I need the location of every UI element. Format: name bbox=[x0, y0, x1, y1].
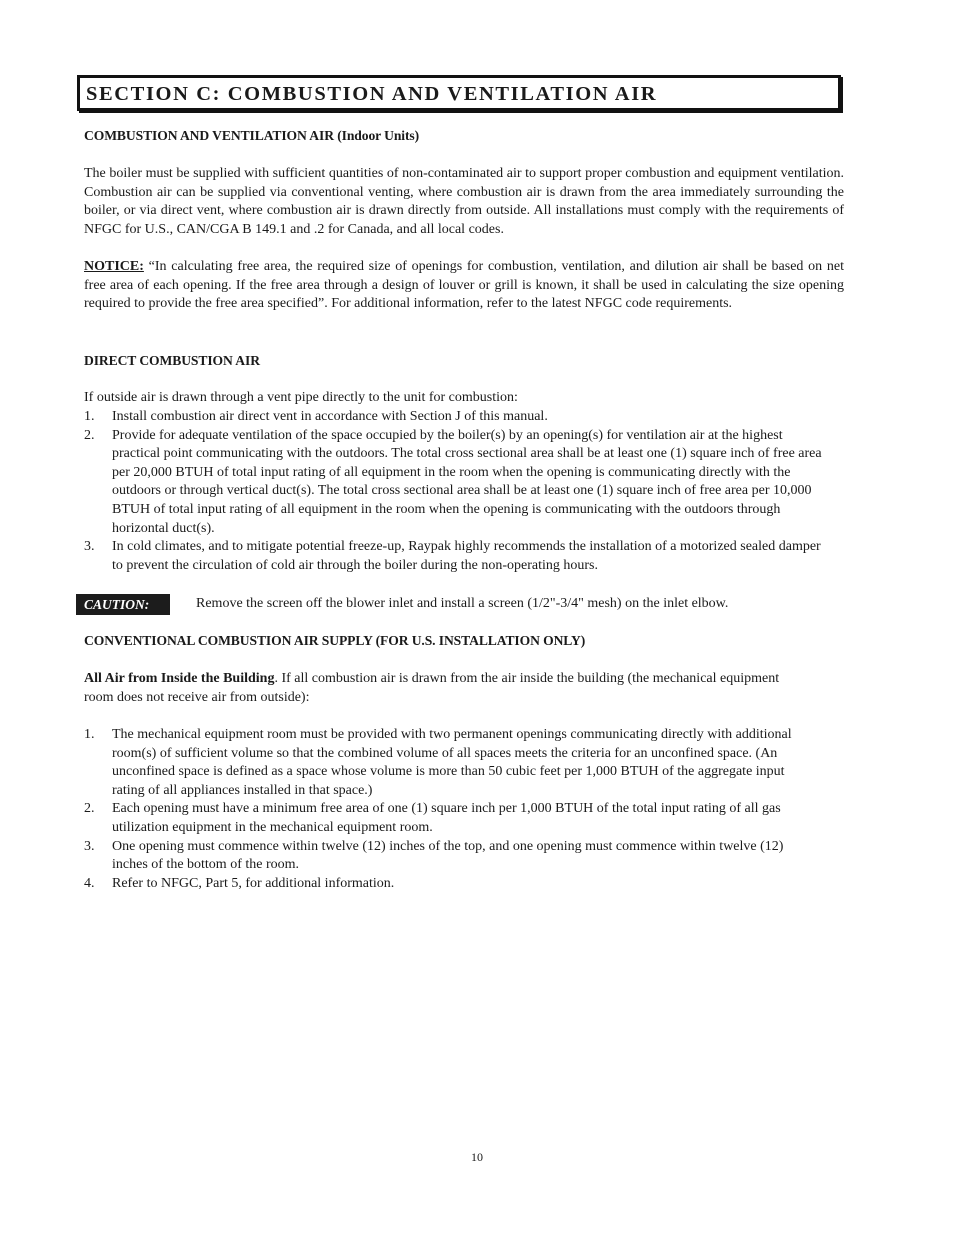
list-item-number: 2. bbox=[84, 801, 95, 817]
list-item-number: 2. bbox=[84, 427, 95, 443]
list-item-number: 4. bbox=[84, 875, 95, 891]
list-item bbox=[84, 538, 828, 575]
list-item-number: 1. bbox=[84, 409, 95, 424]
list-item bbox=[84, 875, 808, 894]
notice-paragraph bbox=[84, 258, 844, 314]
direct-intro: If outside air is drawn through a vent pipe directly to the unit for combustion: bbox=[84, 390, 518, 405]
direct-list bbox=[84, 408, 828, 575]
list-item bbox=[84, 726, 808, 800]
conventional-heading: CONVENTIONAL COMBUSTION AIR SUPPLY (FOR U.S. INSTALLATION ONLY) bbox=[84, 633, 586, 648]
list-item-text: One opening must commence within twelve (12) inches of the top, and one opening must commence within twelve (12) inches of the bottom of the room. bbox=[112, 838, 784, 873]
list-item bbox=[84, 838, 808, 875]
list-item-number: 1. bbox=[84, 727, 95, 742]
list-item-text: Refer to NFGC, Part 5, for additional information. bbox=[112, 875, 395, 891]
caution-text: Remove the screen off the blower inlet and install a screen (1/2"-3/4" mesh) on the inlet elbow. bbox=[196, 596, 729, 611]
page-number: 10 bbox=[471, 1150, 483, 1164]
notice-text: “In calculating free area, the required size of openings for combustion, ventilation, and dilution air shall be based on net free area of each opening. If the free area through a design of louver or grill is known, it shall be used in calculating the size opening required to provide the free area specified”. For additional information, refer to the latest NFGC code requirements. bbox=[84, 259, 844, 312]
list-item-text: The mechanical equipment room must be provided with two permanent openings communicating directly with additional room(s) of sufficient volume so that the combined volume of all spaces meets the criteria for an unconfined space. (An unconfined space is defined as a space whose volume is more than 50 cubic feet per 1,000 BTUH of the aggregate input rating of all appliances installed in that space.) bbox=[112, 727, 792, 798]
indoor-paragraph: The boiler must be supplied with sufficient quantities of non-contaminated air to support proper combustion and equipment ventilation. Combustion air can be supplied via conventional venting, where combustion air is drawn from the area immediately surrounding the boiler, or via direct vent, where combustion air is drawn directly from outside. All installations must comply with the requirements of NFGC for U.S., CAN/CGA B 149.1 and .2 for Canada, and all local codes. bbox=[84, 166, 844, 237]
list-item-text: Provide for adequate ventilation of the space occupied by the boiler(s) by an opening(s) for ventilation air at the highest practical point communicating with the outdoors. The total cross sectional area shall be at least one (1) square inch of free area per 20,000 BTUH of total input rating of all equipment in the room when the opening is communicating directly with the outdoors or through vertical duct(s). The total cross sectional area shall be at least one (1) square inch of free area per 10,000 BTUH of total input rating of all equipment in the room when the opening is communicating with the outdoors through horizontal duct(s). bbox=[112, 427, 822, 536]
indoor-heading: COMBUSTION AND VENTILATION AIR (Indoor Units) bbox=[84, 128, 420, 143]
conventional-list bbox=[84, 726, 808, 893]
conventional-lead-text: . If all combustion air is drawn from the air inside the building (the mechanical equipment room does not receive air from outside): bbox=[84, 671, 780, 705]
list-item-text: In cold climates, and to mitigate potential freeze-up, Raypak highly recommends the installation of a motorized sealed damper to prevent the circulation of cold air through the boiler during the non-operating hours. bbox=[112, 539, 821, 573]
list-item-number: 3. bbox=[84, 838, 95, 854]
list-item-text: Each opening must have a minimum free area of one (1) square inch per 1,000 BTUH of the total input rating of all gas utilization equipment in the mechanical equipment room. bbox=[112, 801, 781, 835]
list-item bbox=[84, 427, 828, 539]
list-item bbox=[84, 408, 828, 427]
conventional-lead-bold: All Air from Inside the Building bbox=[84, 671, 275, 686]
list-item-text: Install combustion air direct vent in accordance with Section J of this manual. bbox=[112, 409, 548, 424]
direct-heading: DIRECT COMBUSTION AIR bbox=[84, 353, 260, 368]
caution-label: CAUTION: bbox=[76, 594, 170, 615]
conventional-lead bbox=[84, 670, 784, 707]
notice-label: NOTICE: bbox=[84, 259, 144, 274]
section-title: SECTION C: COMBUSTION AND VENTILATION AIR bbox=[86, 83, 658, 105]
section-header-box bbox=[77, 75, 841, 111]
list-item bbox=[84, 800, 808, 837]
list-item-number: 3. bbox=[84, 539, 95, 555]
